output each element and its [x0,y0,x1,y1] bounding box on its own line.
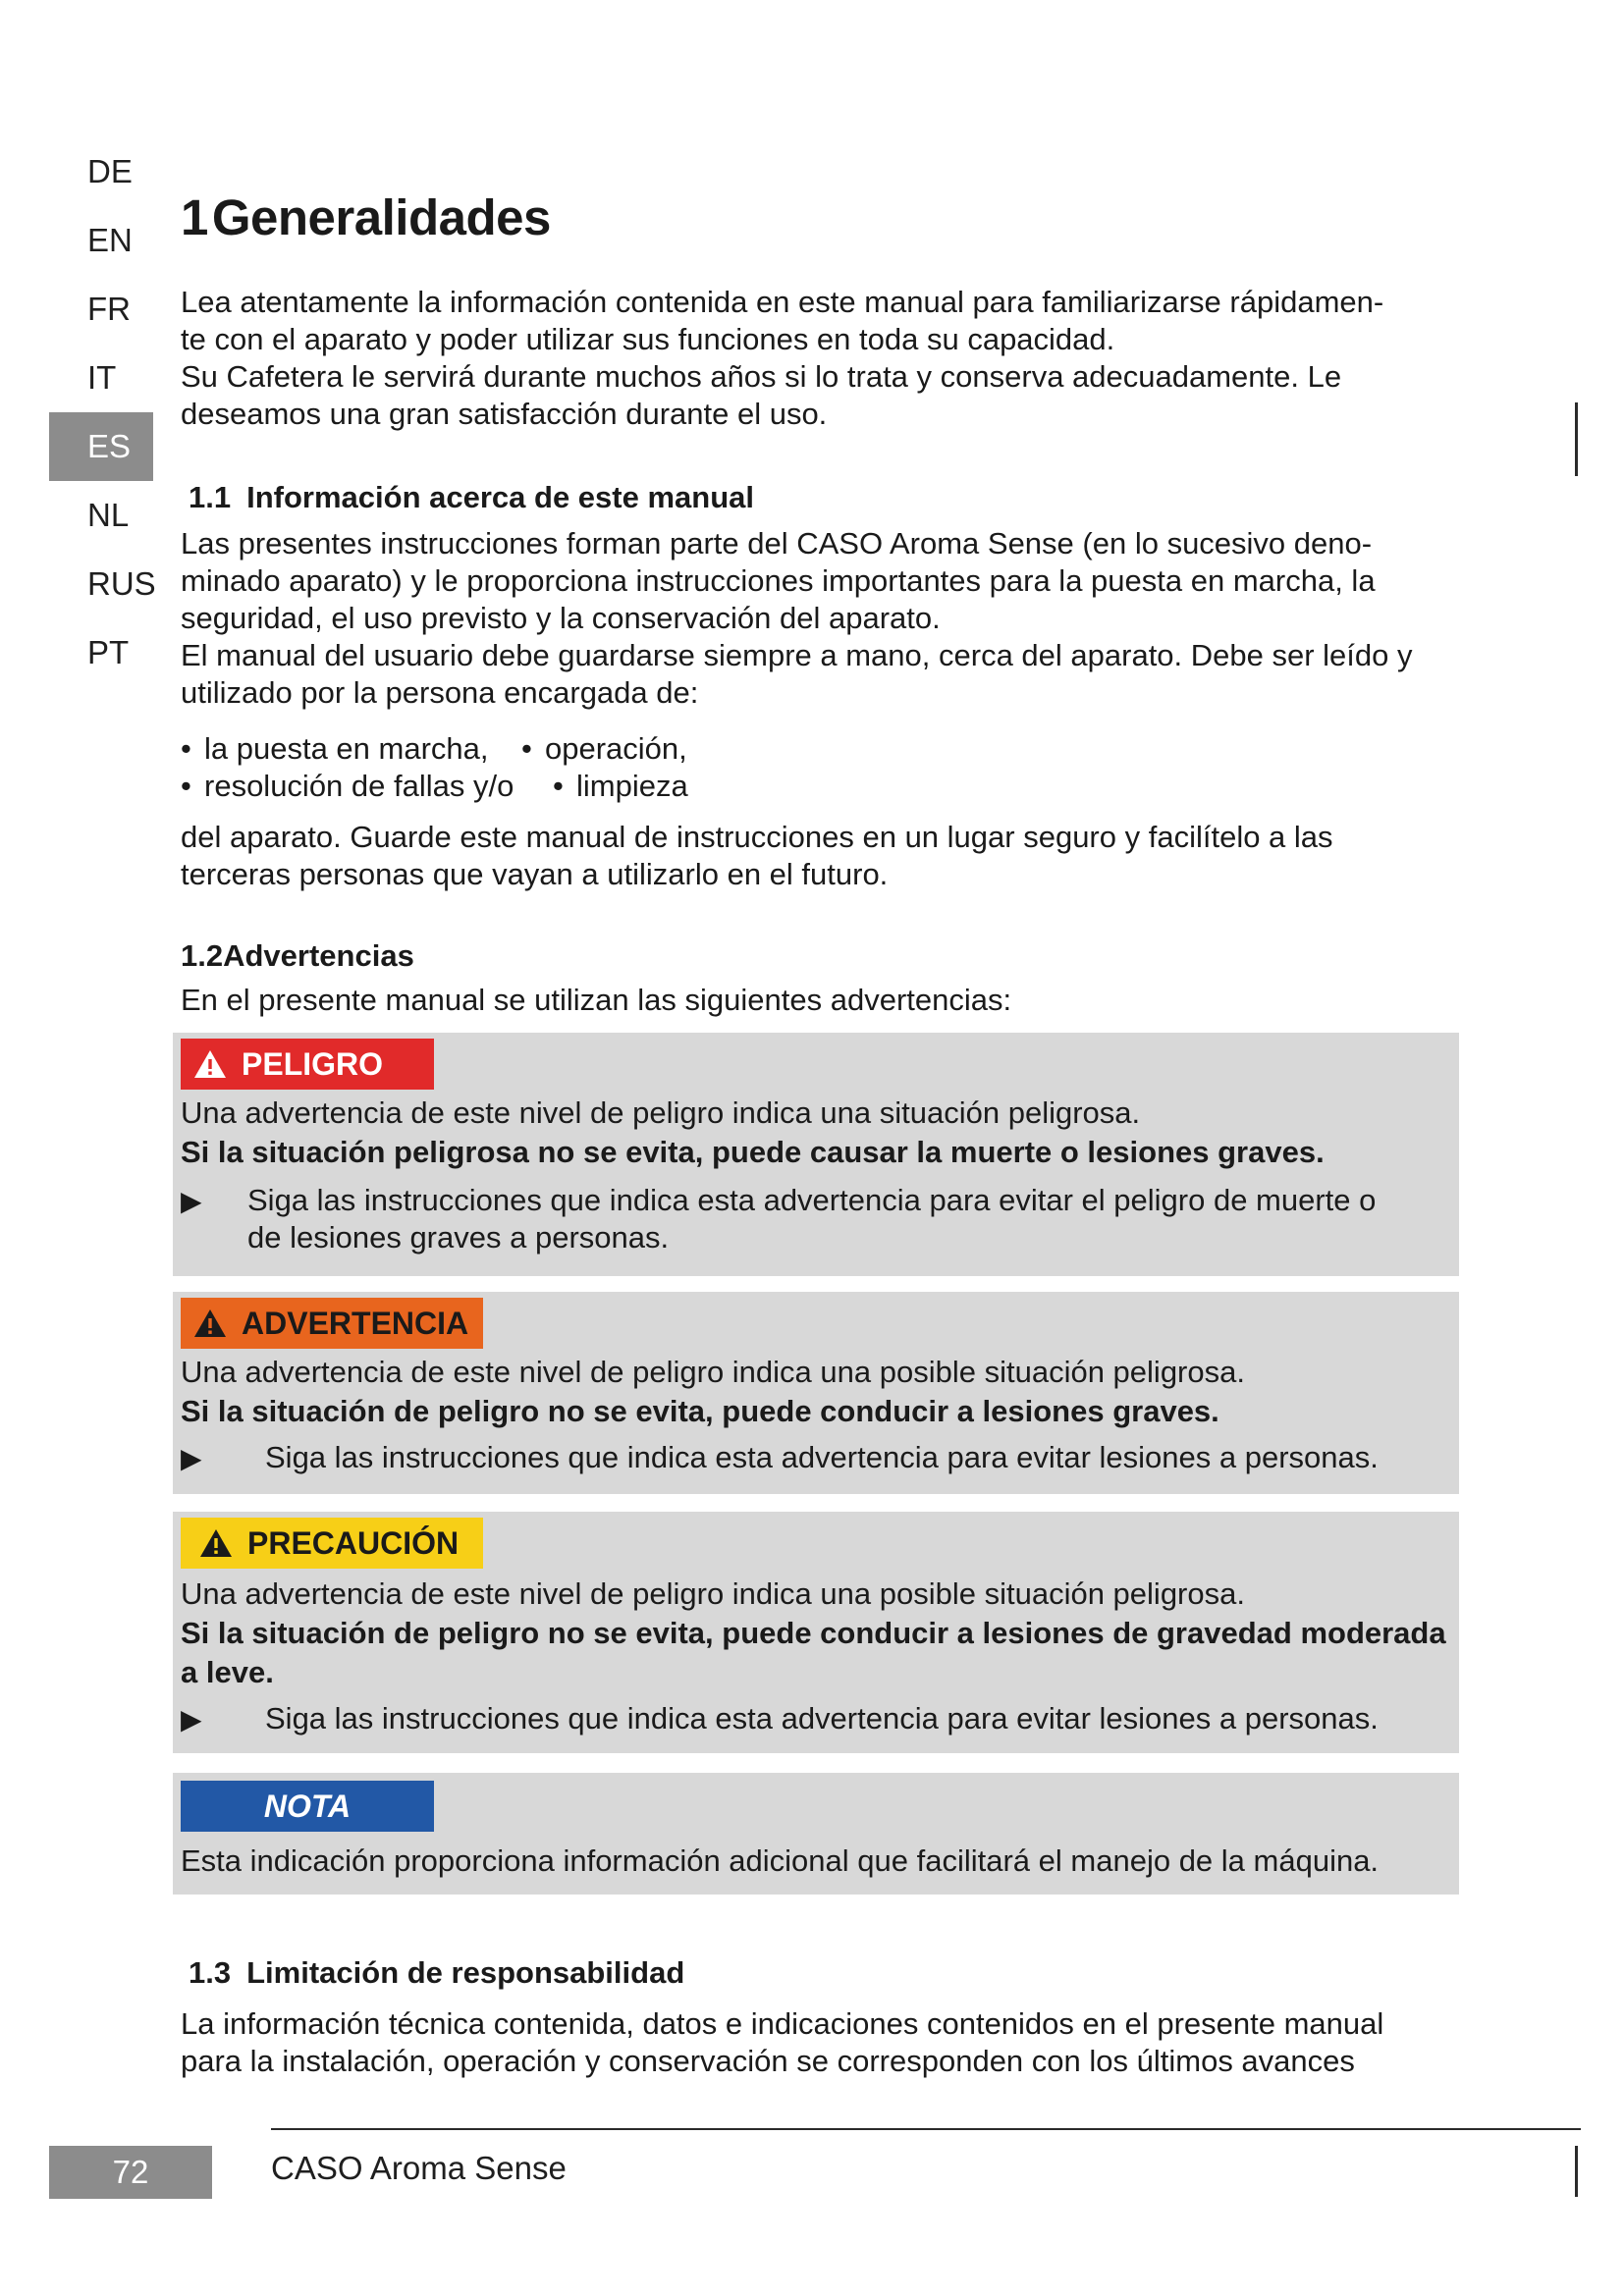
caution-label: PRECAUCIÓN [247,1525,460,1561]
play-arrow-icon: ▶ [181,1186,202,1216]
page-number: 72 [49,2146,212,2199]
intro-line: Lea atentamente la información contenida en este manual para familiarizarse rápidamen- [181,285,1384,319]
body-line: del aparato. Guarde este manual de instrucciones en un lugar seguro y facilítelo a las [181,820,1333,854]
body-line: El manual del usuario debe guardarse siempre a mano, cerca del aparato. Debe ser leído y [181,638,1413,672]
caution-consequence: Si la situación de peligro no se evita, puede conducir a lesiones de gravedad moderada [181,1616,1446,1650]
note-label: NOTA [263,1789,352,1824]
play-arrow-icon: ▶ [181,1704,202,1735]
warning-action [181,1439,1379,1478]
section-1-intro [181,284,1383,433]
body-line: terceras personas que vayan a utilizarlo en el futuro. [181,857,889,891]
footer-divider [271,2128,1581,2130]
caution-box [173,1512,1459,1753]
note-box [173,1773,1459,1895]
danger-consequence: Si la situación peligrosa no se evita, puede causar la muerte o lesiones graves. [181,1135,1325,1169]
danger-description: Una advertencia de este nivel de peligro indica una situación peligrosa. [181,1095,1141,1130]
intro-line: deseamos una gran satisfacción durante el uso. [181,397,828,431]
section-1-3-title: Limitación de responsabilidad [246,1955,685,1990]
play-arrow-icon: ▶ [181,1443,202,1473]
section-1-1-title: Información acerca de este manual [246,480,754,514]
danger-box [173,1033,1459,1276]
caution-action [181,1700,1379,1739]
lang-tab-rus[interactable]: RUS [87,565,156,602]
note-text: Esta indicación proporciona información adicional que facilitará el manejo de la máquina. [181,1843,1380,1878]
danger-action [181,1182,1376,1256]
list-item-text: operación, [545,731,687,766]
body-line: para la instalación, operación y conservación se corresponden con los últimos avances [181,2044,1355,2078]
body-line: Las presentes instrucciones forman parte del CASO Aroma Sense (en lo sucesivo deno- [181,526,1373,561]
section-1-2-title: Advertencias [223,938,414,973]
warning-triangle-icon [192,1308,228,1339]
danger-badge [181,1039,434,1090]
list-item-text: la puesta en marcha, [204,731,489,766]
warning-description: Una advertencia de este nivel de peligro indica una posible situación peligrosa. [181,1355,1245,1389]
section-1-title: Generalidades [211,189,551,245]
list-item: • operación, [521,731,687,766]
section-1-1-heading [189,478,754,517]
note-badge [181,1781,434,1832]
list-row [181,768,688,805]
section-1-1-closing [181,819,1333,893]
language-nav [49,137,156,687]
action-line: Siga las instrucciones que indica esta advertencia para evitar lesiones a personas. [265,1440,1379,1474]
page-edge-marker-top [1575,402,1578,476]
body-line: minado aparato) y le proporciona instrucciones importantes para la puesta en marcha, la [181,563,1376,598]
lang-tab-en[interactable]: EN [87,222,133,258]
section-1-3-number: 1.3 [189,1955,232,1990]
list-row [181,730,688,768]
action-line: de lesiones graves a personas. [247,1220,670,1255]
intro-line: te con el aparato y poder utilizar sus funciones en toda su capacidad. [181,322,1115,356]
lang-tab-es[interactable]: ES [49,412,153,481]
caution-description: Una advertencia de este nivel de peligro indica una posible situación peligrosa. [181,1576,1245,1611]
body-line: La información técnica contenida, datos e indicaciones contenidos en el presente manual [181,2006,1384,2041]
page-edge-marker-bottom [1575,2146,1578,2197]
section-1-1-number: 1.1 [189,480,232,514]
section-1-3-body [181,2005,1383,2080]
list-item: • limpieza [553,769,688,803]
warning-label: ADVERTENCIA [242,1306,469,1341]
danger-label: PELIGRO [242,1046,384,1082]
body-line: utilizado por la persona encargada de: [181,675,699,710]
lang-tab-pt[interactable]: PT [87,634,130,670]
list-item-text: resolución de fallas y/o [204,769,514,803]
section-1-3-heading [189,1953,684,1993]
section-1-2-number: 1.2 [181,938,224,973]
section-1-2-heading [181,936,414,976]
body-line: seguridad, el uso previsto y la conservación del aparato. [181,601,941,635]
lang-tab-it[interactable]: IT [87,359,117,396]
list-item: • resolución de fallas y/o [181,769,514,803]
section-1-heading [181,188,551,246]
lang-tab-nl[interactable]: NL [87,497,130,533]
action-line: Siga las instrucciones que indica esta advertencia para evitar lesiones a personas. [265,1701,1379,1735]
list-item-text: limpieza [576,769,688,803]
caution-consequence-cont: a leve. [181,1655,274,1689]
lang-tab-fr[interactable]: FR [87,291,131,327]
intro-line: Su Cafetera le servirá durante muchos años si lo trata y conserva adecuadamente. Le [181,359,1342,394]
warning-consequence: Si la situación de peligro no se evita, puede conducir a lesiones graves. [181,1394,1219,1428]
lang-tab-de[interactable]: DE [87,153,133,189]
action-line: Siga las instrucciones que indica esta advertencia para evitar el peligro de muerte o [247,1183,1377,1217]
section-1-2-intro: En el presente manual se utilizan las siguientes advertencias: [181,983,1012,1017]
warning-box [173,1292,1459,1494]
warning-triangle-icon [192,1048,228,1080]
section-1-1-body [181,525,1413,712]
footer-title: CASO Aroma Sense [271,2150,567,2186]
list-item: • la puesta en marcha, [181,731,489,766]
warning-badge [181,1298,483,1349]
warning-triangle-icon [198,1527,234,1559]
section-1-number: 1 [181,189,208,245]
caution-badge [181,1518,483,1569]
responsibility-list [181,730,688,805]
